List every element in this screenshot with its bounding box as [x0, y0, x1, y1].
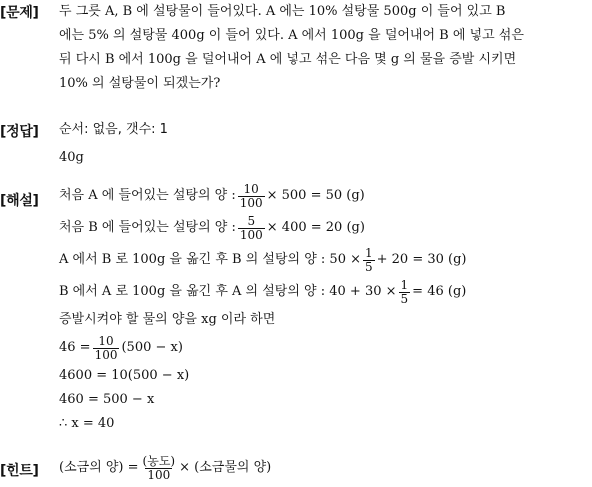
explanation-tag: [해설]: [0, 193, 39, 209]
problem-line: 두 그릇 A, B 에 설탕물이 들어있다. A 에는 10% 설탕물 500g 이 들어 있고 B: [59, 4, 506, 19]
explanation-line: 460 = 500 − x: [59, 392, 155, 407]
fraction-denominator: 100: [94, 347, 118, 362]
fraction-numerator: 5: [247, 213, 256, 228]
expr-text: × 400 = 20 (g): [266, 220, 365, 235]
expr-text: B 에서 A 로 100g 을 옮긴 후 A 의 설탕의 양 : 40 + 30 ×: [59, 284, 397, 299]
explanation-line: [59, 276, 584, 308]
answer-body: [59, 118, 584, 170]
fraction-denominator: 100: [239, 195, 263, 210]
fraction: [399, 279, 411, 306]
expr-text: = 46 (g): [412, 284, 467, 299]
fraction: [238, 215, 265, 242]
hint-body: [59, 452, 584, 484]
explanation-line: [59, 212, 584, 244]
fraction-numerator: 1: [400, 277, 409, 292]
hint-tag: [힌트]: [0, 463, 39, 479]
problem-line: 에는 5% 의 설탕물 400g 이 들어 있다. A 에서 100g 을 덜어내어 B 에 넣고 섞은: [59, 28, 524, 43]
fraction-denominator: 5: [400, 291, 409, 306]
explanation-line: 4600 = 10(500 − x): [59, 368, 190, 383]
problem-body: [59, 0, 584, 96]
expr-text: (500 − x): [121, 340, 183, 355]
problem-line: 뒤 다시 B 에서 100g 을 덜어내어 A 에 넣고 섞은 다음 몇 g 의 물을 증발 시키면: [59, 52, 517, 67]
expr-text: 46 =: [59, 340, 91, 355]
answer-meta: 순서: 없음, 갯수: 1: [59, 122, 168, 137]
explanation-line: [59, 244, 584, 276]
fraction-numerator: 10: [98, 333, 114, 348]
problem-line: 10% 의 설탕물이 되겠는가?: [59, 76, 221, 91]
fraction-numerator: 1: [365, 245, 373, 260]
expr-text: A 에서 B 로 100g 을 옮긴 후 B 의 설탕의 양 : 50 ×: [59, 252, 361, 267]
explanation-body: [59, 180, 584, 436]
hint-line: [59, 452, 584, 484]
expr-text: × (소금물의 양): [179, 460, 272, 475]
fraction: [93, 335, 120, 362]
expr-text: + 20 = 30 (g): [376, 252, 467, 267]
expr-text: 처음 A 에 들어있는 설탕의 양 :: [59, 188, 236, 203]
explanation-line: ∴ x = 40: [59, 416, 115, 431]
fraction-numerator: 10: [243, 181, 259, 196]
explanation-line: [59, 180, 584, 212]
fraction: [238, 183, 265, 210]
fraction-denominator: 5: [365, 259, 373, 274]
fraction-denominator: 100: [147, 467, 171, 482]
fraction: [363, 247, 375, 274]
fraction-numerator: (농도): [142, 453, 176, 468]
answer-tag: [정답]: [0, 124, 39, 140]
problem-tag: [문제]: [0, 5, 39, 21]
fraction-denominator: 100: [239, 227, 263, 242]
explanation-line: [59, 332, 584, 364]
fraction: [141, 455, 178, 482]
expr-text: (소금의 양) =: [59, 460, 139, 475]
expr-text: × 500 = 50 (g): [266, 188, 365, 203]
answer-value: 40g: [59, 150, 84, 165]
expr-text: 처음 B 에 들어있는 설탕의 양 :: [59, 220, 236, 235]
explanation-line: 증발시켜야 할 물의 양을 xg 이라 하면: [59, 312, 276, 327]
